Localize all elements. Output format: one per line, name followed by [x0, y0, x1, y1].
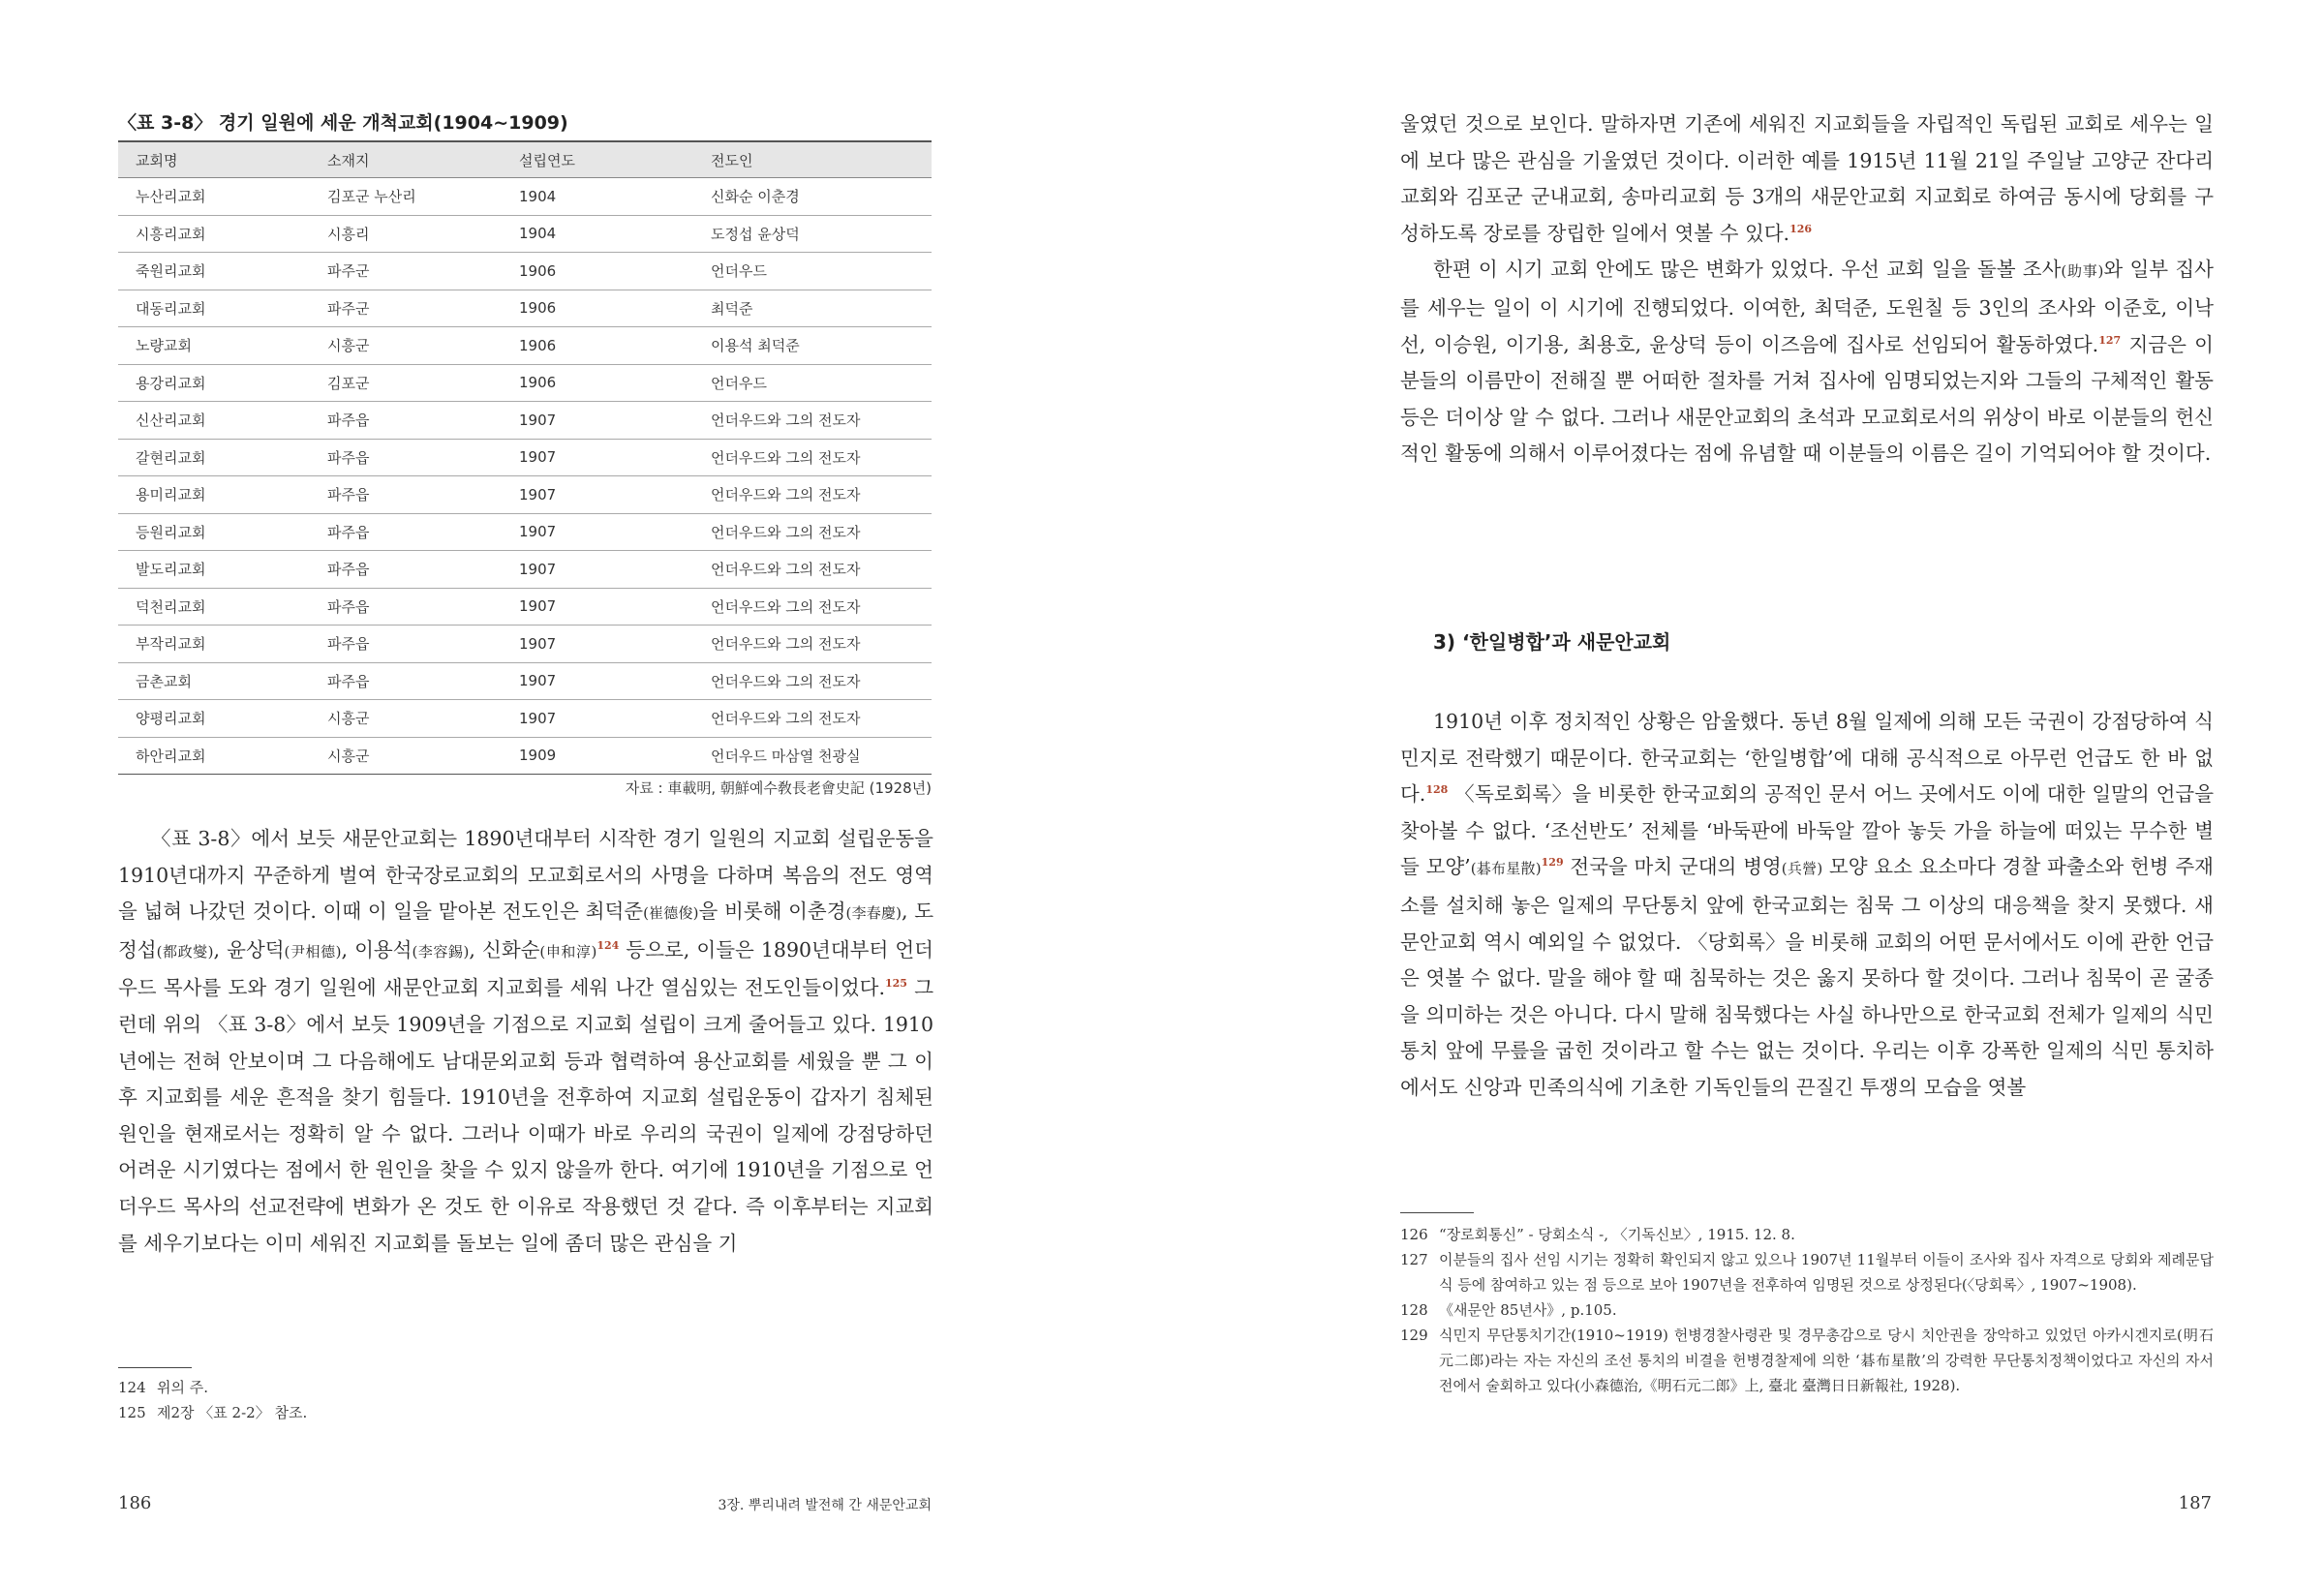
cell-year: 1906: [502, 290, 693, 327]
cell-year: 1907: [502, 700, 693, 738]
cell-location: 파주군: [310, 253, 502, 290]
table-row: [118, 402, 932, 440]
cell-year: 1907: [502, 588, 693, 626]
table-row: [118, 178, 932, 216]
cell-evangelist: 언더우드와 그의 전도자: [693, 402, 932, 440]
table-row: [118, 551, 932, 589]
church-table-container: [118, 140, 932, 775]
cell-church-name: 용미리교회: [118, 476, 310, 514]
paragraph: 울였던 것으로 보인다. 말하자면 기존에 세워진 지교회들을 자립적인 독립된 교회로 세우는 일에 보다 많은 관심을 기울였던 것이다. 이러한 예를 1915년 11월 21일 주일날 고양군 잔다리교회와 김포군 군내교회, 송마리교회 등 3개의 새문안교회 지교회로 하여금 동시에 당회를 구성하도록 장로를 장립한 일에서 엿볼 수 있다.$^{126}$: [1400, 112, 2214, 245]
cell-year: 1906: [502, 253, 693, 290]
cell-evangelist: 언더우드와 그의 전도자: [693, 662, 932, 700]
cell-evangelist: 언더우드와 그의 전도자: [693, 700, 932, 738]
table-row: [118, 626, 932, 663]
cell-year: 1906: [502, 364, 693, 402]
cell-evangelist: 언더우드: [693, 364, 932, 402]
cell-location: 시흥군: [310, 700, 502, 738]
cell-year: 1907: [502, 439, 693, 476]
table-row: [118, 364, 932, 402]
footnote-divider: [1400, 1212, 1474, 1213]
cell-location: 파주읍: [310, 588, 502, 626]
footnote-ref-128: 128: [1425, 783, 1449, 797]
cell-church-name: 하안리교회: [118, 737, 310, 775]
table-row: [118, 290, 932, 327]
table-row: [118, 662, 932, 700]
table-row: [118, 253, 932, 290]
cell-evangelist: 언더우드와 그의 전도자: [693, 439, 932, 476]
cell-location: 파주읍: [310, 513, 502, 551]
footnote-divider: [118, 1367, 192, 1368]
cell-year: 1907: [502, 551, 693, 589]
paragraph: 〈표 3-8〉에서 보듯 새문안교회는 1890년대부터 시작한 경기 일원의 지교회 설립운동을 1910년대까지 꾸준하게 벌여 한국장로교회의 모교회로서의 사명을 다하며 복음의 전도 영역을 넓혀 나갔던 것이다. 이때 이 일을 맡아본 전도인은 최덕준(崔德俊)을 비롯해 이춘경(李春慶), 도정섭(都政燮), 윤상덕(尹相德), 이용석(李容錫), 신화순(申和淳)$^{124}$ 등으로, 이들은 1890년대부터 언더우드 목사를 도와 경기 일원에 새문안교회 지교회를 세워 나간 열심있는 전도인들이었다.$^{125}$ 그런데 위의 〈표 3-8〉에서 보듯 1909년을 기점으로 지교회 설립이 크게 줄어들고 있다. 1910년에는 전혀 안보이며 그 다음해에도 남대문외교회 등과 협력하여 용산교회를 세웠을 뿐 그 이후 지교회를 세운 흔적을 찾기 힘들다. 1910년을 전후하여 지교회 설립운동이 갑자기 침체된 원인을 현재로서는 정확히 알 수 없다. 그러나 이때가 바로 우리의 국권이 일제에 강점당하던 어려운 시기였다는 점에서 한 원인을 찾을 수 있지 않을까 한다. 여기에 1910년을 기점으로 언더우드 목사의 선교전략에 변화가 온 것도 한 이유로 작용했던 것 같다. 즉 이후부터는 지교회를 세우기보다는 이미 세워진 지교회를 돌보는 일에 좀더 많은 관심을 기: [118, 827, 934, 1255]
table-source: 자료 : 車載明, 朝鮮예수敎長老會史記 (1928년): [625, 779, 932, 797]
cell-location: 시흥리: [310, 215, 502, 253]
cell-church-name: 발도리교회: [118, 551, 310, 589]
footnote: 126 “장로회통신” - 당회소식 -, 〈기독신보〉, 1915. 12. 8.: [1400, 1226, 1795, 1243]
cell-year: 1906: [502, 327, 693, 365]
cell-location: 김포군: [310, 364, 502, 402]
cell-evangelist: 언더우드와 그의 전도자: [693, 513, 932, 551]
cell-location: 파주군: [310, 290, 502, 327]
right-top-text: [1400, 107, 2214, 473]
header-year: 설립연도: [519, 151, 575, 169]
section-heading: 3) ‘한일병합’과 새문안교회: [1433, 630, 1671, 654]
header-evangelist: 전도인: [711, 151, 753, 169]
cell-year: 1907: [502, 402, 693, 440]
left-footnotes: [118, 1375, 932, 1425]
cell-location: 파주읍: [310, 476, 502, 514]
cell-evangelist: 언더우드: [693, 253, 932, 290]
paragraph: 한편 이 시기 교회 안에도 많은 변화가 있었다. 우선 교회 일을 돌볼 조사(助事)와 일부 집사를 세우는 일이 이 시기에 진행되었다. 이여한, 최덕준, 도원칠 등 3인의 조사와 이준호, 이낙선, 이승원, 이기용, 최용호, 윤상덕 등이 이즈음에 집사로 선임되어 활동하였다.$^{127}$ 지금은 이분들의 이름만이 전해질 뿐 어떠한 절차를 거쳐 집사에 임명되었는지와 그들의 구체적인 활동 등은 더이상 알 수 없다. 그러나 새문안교회의 초석과 모교회로서의 위상이 바로 이분들의 헌신적인 활동에 의해서 이루어졌다는 점에 유념할 때 이분들의 이름은 길이 기억되어야 할 것이다.: [1400, 258, 2214, 466]
cell-location: 파주읍: [310, 662, 502, 700]
cell-church-name: 대동리교회: [118, 290, 310, 327]
cell-church-name: 갈현리교회: [118, 439, 310, 476]
cell-evangelist: 도정섭 윤상덕: [693, 215, 932, 253]
cell-year: 1907: [502, 476, 693, 514]
cell-location: 김포군 누산리: [310, 178, 502, 216]
table-row: [118, 215, 932, 253]
header-location: 소재지: [327, 151, 370, 169]
left-body-text: [118, 821, 933, 1262]
cell-year: 1904: [502, 215, 693, 253]
cell-church-name: 누산리교회: [118, 178, 310, 216]
cell-church-name: 덕천리교회: [118, 588, 310, 626]
table-body: [118, 178, 932, 775]
cell-year: 1907: [502, 662, 693, 700]
cell-church-name: 시흥리교회: [118, 215, 310, 253]
footnote-ref-126: 126: [1789, 222, 1813, 235]
cell-church-name: 등원리교회: [118, 513, 310, 551]
cell-church-name: 양평리교회: [118, 700, 310, 738]
table-row: [118, 327, 932, 365]
footnote: 127 이분들의 집사 선임 시기는 정확히 확인되지 않고 있으나 1907년 11월부터 이들이 조사와 집사 자격으로 당회와 제례문답식 등에 참여하고 있는 점 등으로 보아 1907년을 전후하여 임명된 것으로 상정된다(〈당회록〉, 1907~1908).: [1400, 1251, 2214, 1294]
page-number-right: 187: [2178, 1493, 2212, 1513]
cell-year: 1907: [502, 626, 693, 663]
cell-church-name: 노량교회: [118, 327, 310, 365]
right-footnotes: [1400, 1222, 2214, 1398]
footnote: 125 제2장 〈표 2-2〉 참조.: [118, 1404, 308, 1421]
table-caption: 〈표 3-8〉 경기 일원에 세운 개척교회(1904~1909): [118, 112, 568, 134]
cell-evangelist: 언더우드와 그의 전도자: [693, 626, 932, 663]
cell-church-name: 용강리교회: [118, 364, 310, 402]
footnote: 124 위의 주.: [118, 1379, 209, 1396]
footnote-ref-129: 129: [1541, 856, 1564, 870]
table-row: [118, 439, 932, 476]
table-row: [118, 513, 932, 551]
cell-evangelist: 이용석 최덕준: [693, 327, 932, 365]
cell-year: 1907: [502, 513, 693, 551]
cell-location: 시흥군: [310, 737, 502, 775]
cell-location: 파주읍: [310, 439, 502, 476]
cell-evangelist: 최덕준: [693, 290, 932, 327]
cell-year: 1909: [502, 737, 693, 775]
footnote: 128 《새문안 85년사》, p.105.: [1400, 1301, 1617, 1319]
table-row: [118, 737, 932, 775]
table-row: [118, 588, 932, 626]
cell-church-name: 금촌교회: [118, 662, 310, 700]
cell-location: 파주읍: [310, 402, 502, 440]
table-header-row: [118, 141, 932, 178]
cell-location: 파주읍: [310, 551, 502, 589]
page-number-left: 186: [118, 1493, 152, 1513]
right-body-text: [1400, 704, 2214, 1107]
footnote-ref-125: 125: [884, 977, 907, 991]
footnote-ref-127: 127: [2098, 333, 2122, 347]
cell-church-name: 부작리교회: [118, 626, 310, 663]
cell-evangelist: 언더우드와 그의 전도자: [693, 476, 932, 514]
cell-church-name: 죽원리교회: [118, 253, 310, 290]
cell-location: 파주읍: [310, 626, 502, 663]
church-table: [118, 140, 932, 775]
cell-evangelist: 언더우드와 그의 전도자: [693, 588, 932, 626]
paragraph: 1910년 이후 정치적인 상황은 암울했다. 동년 8월 일제에 의해 모든 국권이 강점당하여 식민지로 전락했기 때문이다. 한국교회는 ‘한일병합’에 대해 공식적으로 아무런 언급도 한 바 없다.$^{128}$ 〈독로회록〉을 비롯한 한국교회의 공적인 문서 어느 곳에서도 이에 대한 일말의 언급을 찾아볼 수 없다. ‘조선반도’ 전체를 ‘바둑판에 바둑알 깔아 놓듯 가을 하늘에 떠있는 무수한 별들 모양’(碁布星散)$^{129}$ 전국을 마치 군대의 병영(兵營) 모양 요소 요소마다 경찰 파출소와 헌병 주재소를 설치해 놓은 일제의 무단통치 앞에 한국교회는 침묵 그 이상의 대응책을 찾지 못했다. 새문안교회 역시 예외일 수 없었다. 〈당회록〉을 비롯해 교회의 어떤 문서에서도 이에 관한 언급은 엿볼 수 없다. 말을 해야 할 때 침묵하는 것은 옳지 못하다 할 것이다. 그러나 침묵이 곧 굴종을 의미하는 것은 아니다. 다시 말해 침묵했다는 사실 하나만으로 한국교회 전체가 일제의 식민통치 앞에 무릎을 굽힌 것이라고 할 수는 없는 것이다. 우리는 이후 강폭한 일제의 식민 통치하에서도 신앙과 민족의식에 기초한 기독인들의 끈질긴 투쟁의 모습을 엿볼: [1400, 710, 2214, 1099]
cell-evangelist: 신화순 이춘경: [693, 178, 932, 216]
table-row: [118, 700, 932, 738]
footnote: 129 식민지 무단통치기간(1910~1919) 헌병경찰사령관 및 경무총감으로 당시 치안권을 장악하고 있었던 아카시겐지로(明石元二郎)라는 자는 자신의 조선 통치의 비결을 헌병경찰제에 의한 ‘碁布星散’의 강력한 무단통치정책이었다고 자신의 자서전에서 술회하고 있다(小森德治,《明石元二郎》上, 臺北 臺灣日日新報社, 1928).: [1400, 1327, 2214, 1394]
table-row: [118, 476, 932, 514]
cell-church-name: 신산리교회: [118, 402, 310, 440]
footnote-ref-124: 124: [596, 938, 620, 952]
header-church-name: 교회명: [136, 151, 178, 169]
cell-location: 시흥군: [310, 327, 502, 365]
cell-evangelist: 언더우드 마삼열 천광실: [693, 737, 932, 775]
running-header: 3장. 뿌리내려 발전해 간 새문안교회: [718, 1498, 932, 1513]
cell-evangelist: 언더우드와 그의 전도자: [693, 551, 932, 589]
cell-year: 1904: [502, 178, 693, 216]
